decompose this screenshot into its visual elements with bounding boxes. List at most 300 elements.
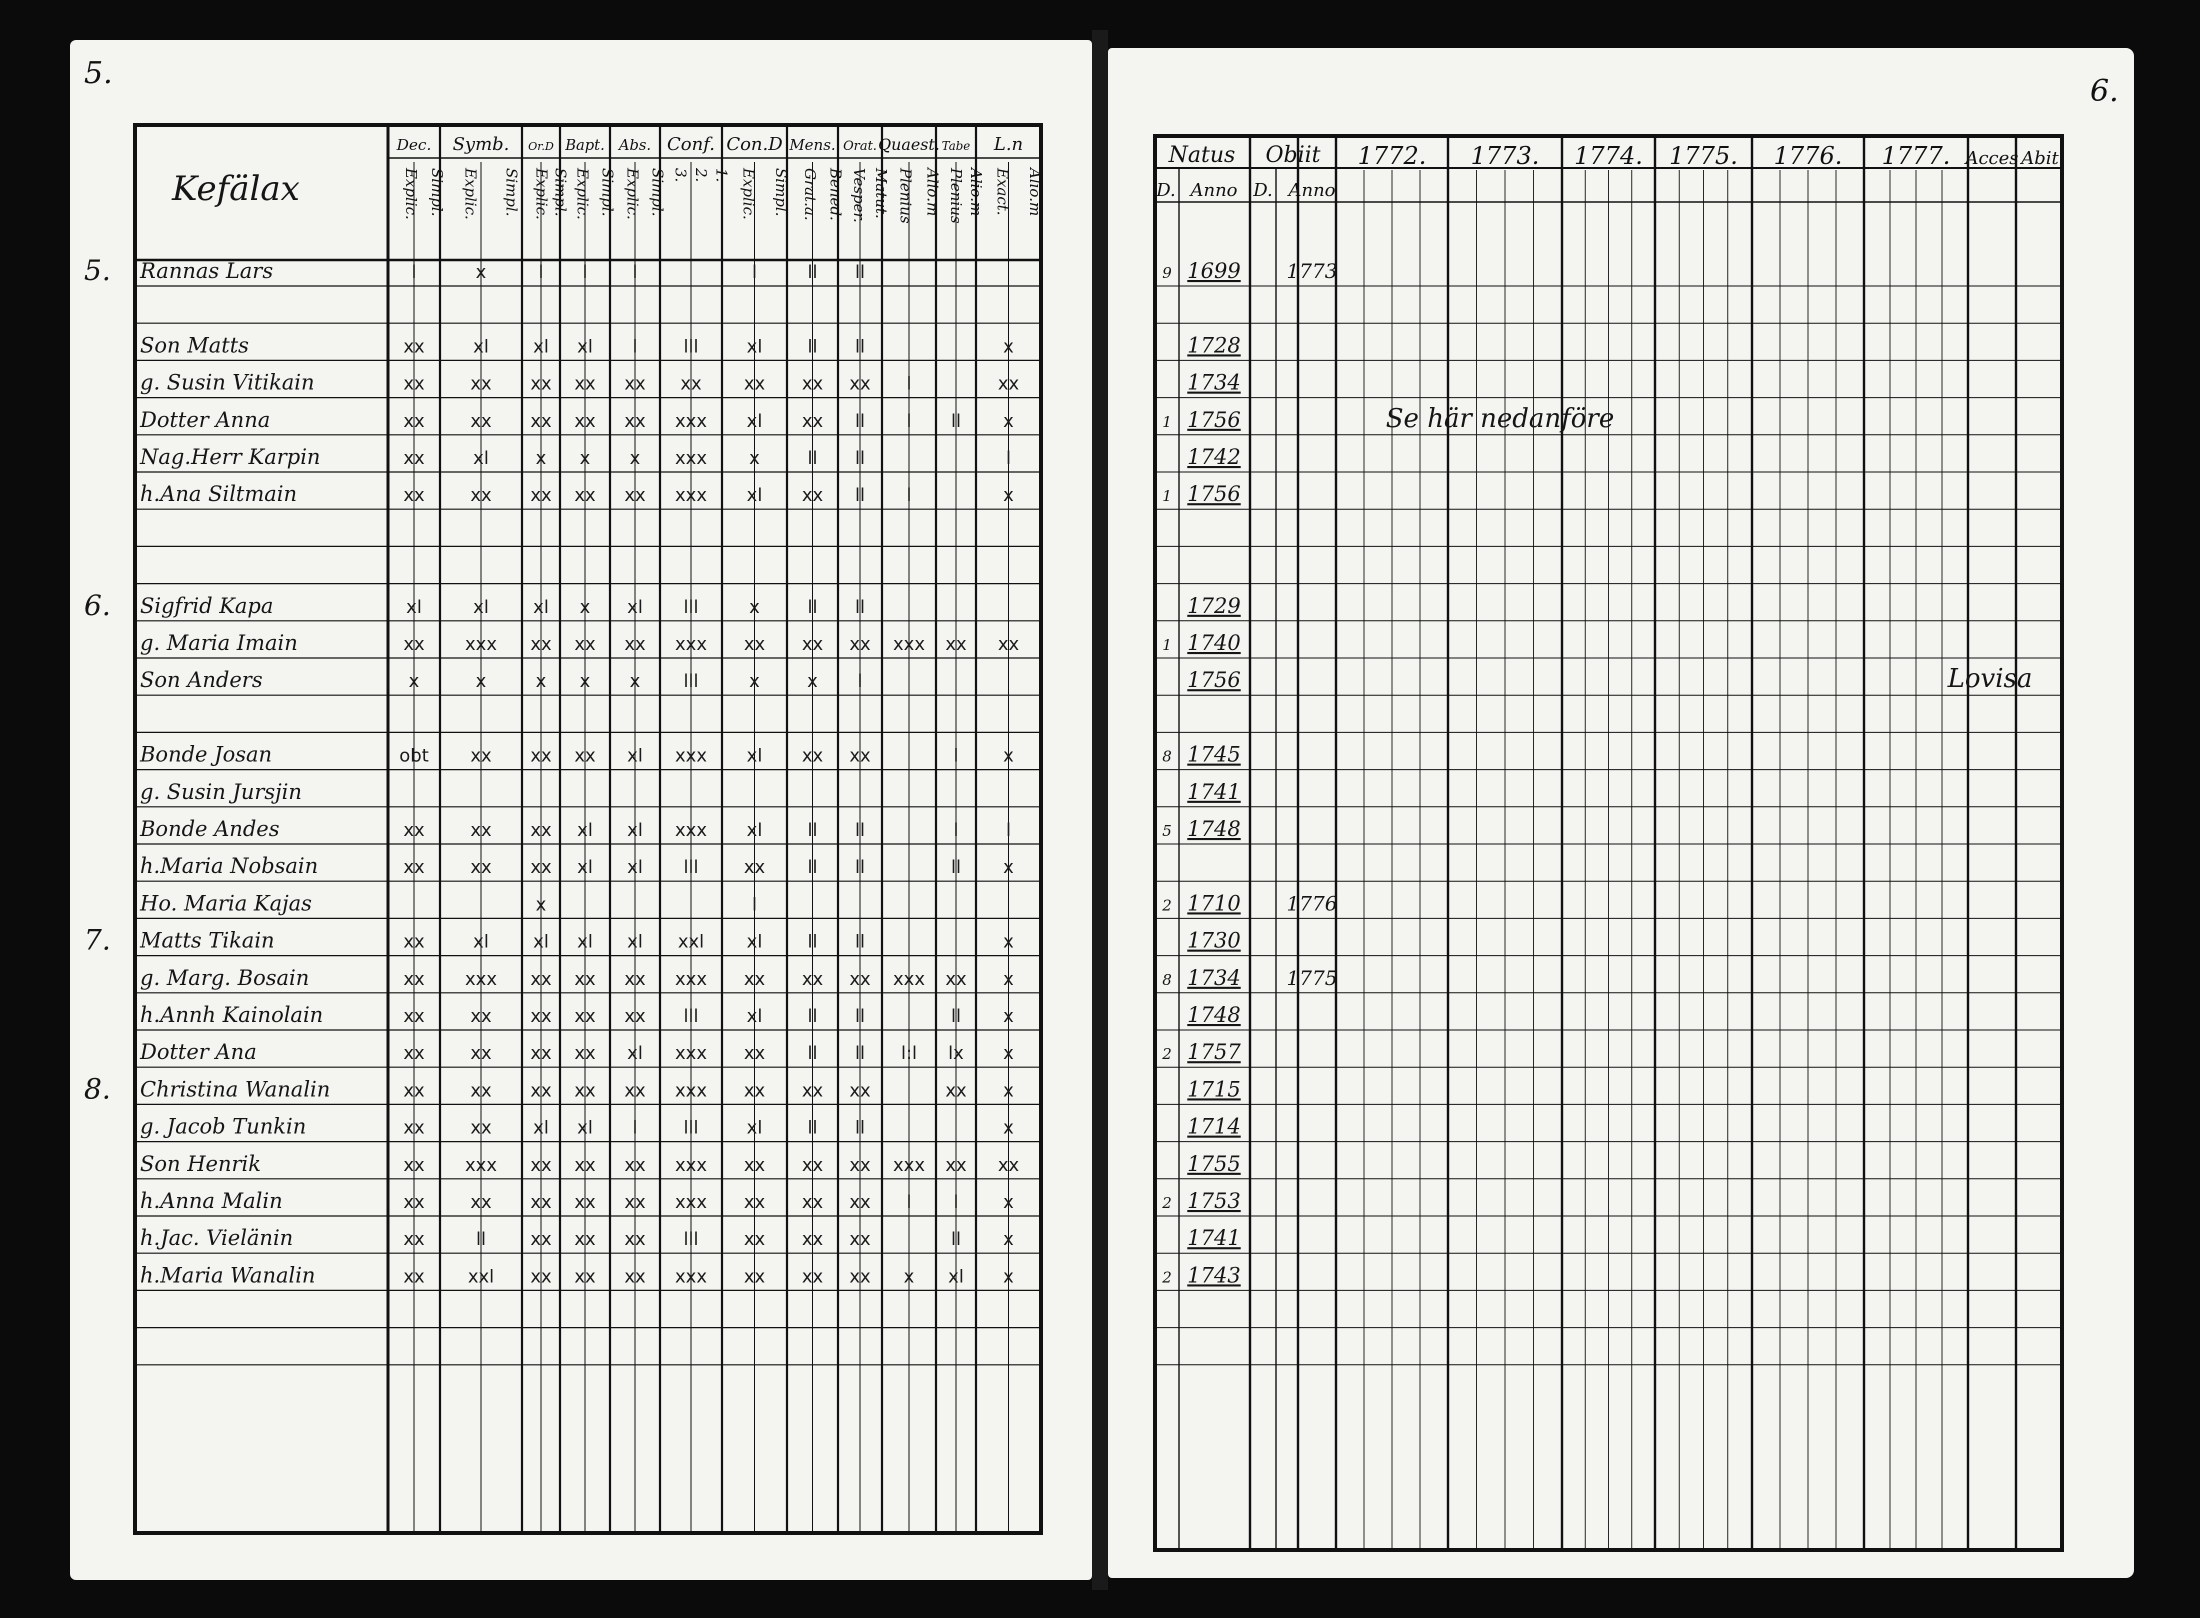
birth-year: 1728 (1187, 333, 1241, 358)
examination-mark: x (535, 671, 547, 693)
resident-name: h.Maria Wanalin (140, 1263, 316, 1288)
left-column-subheading: Explic. (402, 168, 420, 220)
birth-year: 1710 (1187, 891, 1241, 916)
examination-mark: x (579, 596, 591, 618)
examination-mark: xx (403, 1192, 425, 1213)
examination-mark: l (582, 262, 588, 283)
examination-mark: xx (470, 745, 492, 767)
birth-day: 2 (1162, 896, 1172, 915)
birth-year: 1730 (1187, 928, 1241, 953)
examination-mark: xxx (675, 1266, 707, 1288)
examination-mark: ll (854, 336, 866, 358)
examination-mark: x (408, 671, 420, 693)
birth-year: 1741 (1187, 1226, 1241, 1251)
examination-mark: x (1003, 931, 1014, 953)
resident-name: Son Anders (140, 668, 263, 693)
examination-mark: xx (849, 1080, 871, 1102)
examination-mark: xxx (675, 1154, 707, 1176)
examination-mark: xx (997, 373, 1020, 395)
examination-mark: xl (746, 745, 763, 767)
birth-day: 5 (1162, 822, 1172, 840)
resident-name: Christina Wanalin (140, 1077, 331, 1102)
examination-mark: xx (470, 1080, 492, 1102)
examination-mark: xxx (675, 1192, 707, 1213)
birth-year: 1755 (1187, 1151, 1241, 1176)
examination-mark: l (906, 485, 912, 507)
natus-heading: Natus (1168, 143, 1236, 168)
examination-mark: xl (627, 745, 643, 767)
examination-mark: xx (743, 1080, 766, 1102)
examination-mark: xx (403, 1006, 425, 1027)
left-column-heading: Bapt. (565, 137, 605, 154)
examination-mark: xx (530, 820, 552, 841)
examination-mark: xx (403, 1080, 425, 1102)
examination-mark: xl (746, 336, 763, 358)
examination-mark: xl (473, 931, 489, 953)
examination-mark: xl (577, 931, 593, 953)
left-column-subheading: Explic. (532, 168, 551, 220)
examination-mark: xx (530, 485, 552, 507)
examination-mark: xxx (893, 968, 925, 990)
birth-year: 1756 (1187, 482, 1241, 507)
examination-mark: xx (624, 1229, 646, 1251)
examination-mark: lll (683, 1229, 699, 1251)
examination-mark: xx (849, 1192, 871, 1213)
examination-mark: xl (473, 336, 489, 358)
left-column-subheading: Plenius (947, 168, 965, 224)
examination-mark: xx (470, 1117, 492, 1139)
obiit-day-heading: D. (1253, 180, 1273, 201)
resident-name: g. Susin Vitikain (140, 370, 315, 395)
examination-mark: xx (624, 1266, 646, 1288)
birth-year: 1748 (1187, 1003, 1241, 1027)
examination-mark: x (903, 1266, 915, 1288)
examination-mark: xx (801, 968, 824, 990)
examination-mark: xxx (675, 968, 707, 990)
examination-mark: x (1003, 857, 1014, 879)
examination-mark: x (749, 671, 760, 693)
examination-mark: xx (574, 485, 596, 507)
examination-mark: lll (683, 336, 699, 358)
left-column-subheading: Exact. (993, 168, 1012, 216)
examination-mark: xl (533, 336, 549, 358)
resident-name: g. Susin Jursjin (140, 779, 302, 804)
examination-mark: obt (399, 745, 429, 767)
examination-mark: l (906, 373, 912, 395)
examination-mark: xx (470, 820, 492, 841)
examination-mark: xx (574, 968, 596, 990)
examination-mark: xx (624, 1006, 646, 1027)
examination-mark: ll (854, 262, 866, 283)
examination-mark: ll (854, 1006, 866, 1027)
examination-mark: xxl (677, 931, 705, 953)
examination-mark: x (749, 596, 760, 618)
examination-mark: xx (743, 1043, 766, 1065)
examination-mark: xx (403, 336, 425, 358)
year-heading: 1773. (1470, 142, 1540, 170)
examination-mark: x (1003, 485, 1014, 507)
examination-mark: xx (743, 634, 766, 655)
examination-mark: xx (801, 1192, 824, 1213)
examination-mark: xx (624, 968, 646, 990)
examination-mark: xl (746, 410, 763, 432)
examination-mark: xxx (465, 968, 497, 990)
year-heading: 1775. (1669, 142, 1738, 170)
examination-mark: x (535, 448, 547, 469)
examination-mark: xxx (675, 485, 707, 507)
examination-mark: xl (627, 596, 643, 618)
birth-year: 1753 (1187, 1189, 1241, 1213)
examination-mark: xl (627, 820, 643, 841)
examination-mark: xxx (465, 1154, 497, 1176)
examination-mark: xl (577, 336, 593, 358)
examination-mark: ll (854, 857, 866, 879)
examination-mark: xxx (675, 448, 707, 469)
examination-mark: x (475, 671, 487, 693)
examination-mark: x (1003, 968, 1014, 990)
examination-mark: xxx (893, 634, 925, 655)
left-column-subheading: Grat.a. (800, 168, 819, 221)
resident-name: Sigfrid Kapa (140, 593, 274, 618)
birth-year: 1715 (1187, 1077, 1241, 1102)
examination-mark: xx (801, 1229, 824, 1251)
birth-year: 1742 (1187, 445, 1241, 469)
examination-mark: xx (470, 1006, 492, 1027)
examination-mark: xx (624, 634, 646, 655)
examination-mark: xx (743, 1192, 766, 1213)
examination-mark: xxx (675, 1080, 707, 1102)
left-column-heading: Quaest. (878, 135, 940, 154)
examination-mark: xx (403, 448, 425, 469)
examination-mark: l (632, 336, 638, 358)
examination-mark: xx (624, 373, 646, 395)
examination-mark: ll (807, 1117, 818, 1139)
examination-mark: xl (746, 1117, 763, 1139)
examination-mark: l (632, 262, 638, 283)
year-heading: 1777. (1881, 142, 1951, 170)
birth-year: 1734 (1187, 370, 1241, 395)
examination-mark: xx (530, 410, 552, 432)
birth-year: 1748 (1187, 817, 1241, 841)
examination-mark: x (1003, 1229, 1014, 1251)
examination-mark: xx (849, 373, 871, 395)
examination-mark: xx (530, 1229, 552, 1251)
examination-mark: xx (403, 1043, 425, 1065)
examination-mark: ll (854, 410, 866, 432)
examination-mark: l (632, 1117, 638, 1139)
examination-mark: l (751, 894, 758, 916)
examination-mark: xx (574, 1192, 596, 1213)
examination-mark: xxx (675, 745, 707, 767)
household-number: 7. (84, 923, 111, 957)
examination-mark: x (1003, 1266, 1014, 1288)
examination-mark: xl (577, 1117, 593, 1139)
year-heading: 1776. (1773, 142, 1843, 170)
page-number-right: 6. (2090, 74, 2119, 109)
examination-mark: xx (849, 968, 871, 990)
examination-mark: xx (530, 1266, 552, 1288)
examination-mark: ll (854, 596, 866, 618)
birth-year: 1756 (1187, 668, 1241, 693)
left-column-subheading: Explic. (461, 168, 480, 220)
examination-mark: xx (403, 857, 425, 879)
resident-name: g. Marg. Bosain (140, 965, 310, 990)
examination-mark: xl (627, 931, 643, 953)
left-column-heading: Mens. (789, 136, 836, 154)
examination-mark: xx (470, 1192, 492, 1213)
left-column-heading: Conf. (667, 134, 715, 155)
examination-mark: lx (948, 1043, 964, 1065)
examination-mark: lll (683, 1117, 699, 1139)
examination-mark: l (906, 1192, 912, 1213)
examination-mark: xx (801, 634, 824, 655)
birth-year: 1729 (1187, 593, 1241, 618)
examination-mark: xx (530, 634, 552, 655)
examination-mark: ll (807, 262, 818, 283)
birth-day: 8 (1162, 970, 1172, 989)
examination-mark: xxx (675, 820, 707, 841)
left-column-heading: Dec. (396, 136, 432, 154)
examination-mark: xxx (465, 634, 497, 655)
examination-mark: x (1003, 1080, 1014, 1102)
examination-mark: xx (530, 373, 552, 395)
abiit-heading: Abit (2021, 148, 2059, 169)
death-year: 1776 (1286, 891, 1338, 916)
left-column-subheading: Simpl. (598, 168, 617, 217)
examination-mark: x (1003, 1192, 1014, 1213)
left-column-subheading: Simpl. (648, 168, 667, 217)
examination-mark: xx (624, 1154, 646, 1176)
examination-mark: l (953, 1192, 959, 1213)
examination-mark: l (906, 410, 912, 432)
examination-mark: xx (574, 745, 596, 767)
resident-name: Nag.Herr Karpin (140, 445, 321, 469)
left-column-subheading: Plenius (896, 168, 915, 224)
left-column-subheading: Explic. (573, 168, 592, 220)
examination-mark: xx (743, 857, 766, 879)
examination-mark: xx (530, 1080, 552, 1102)
examination-mark: ll (807, 596, 818, 618)
examination-mark: xl (533, 1117, 549, 1139)
birth-year: 1740 (1187, 631, 1241, 655)
household-number: 8. (84, 1072, 111, 1106)
resident-name: Matts Tikain (140, 928, 275, 953)
examination-mark: lll (683, 1006, 699, 1027)
examination-mark: xx (574, 1080, 596, 1102)
examination-mark: ll (854, 1117, 866, 1139)
examination-mark: x (1003, 336, 1014, 358)
left-column-subheading: Matut. (872, 168, 890, 219)
left-column-subheading: Explic. (623, 168, 642, 220)
resident-name: h.Maria Nobsain (140, 854, 319, 879)
examination-mark: xx (743, 968, 766, 990)
examination-mark: xx (624, 1080, 646, 1102)
birth-day: 2 (1162, 1268, 1172, 1287)
examination-mark: xx (624, 485, 646, 507)
examination-mark: x (807, 671, 818, 693)
birth-day: 9 (1162, 264, 1172, 282)
left-header-title: Kefälax (172, 169, 300, 209)
examination-mark: xx (530, 968, 552, 990)
examination-mark: xxx (675, 634, 707, 655)
examination-mark: xx (574, 1006, 596, 1027)
examination-mark: xl (406, 596, 422, 618)
examination-mark: xx (403, 1154, 425, 1176)
examination-mark: xxl (467, 1266, 495, 1288)
examination-mark: ll (807, 931, 818, 953)
resident-name: Son Matts (140, 333, 249, 358)
examination-mark: xxx (675, 410, 707, 432)
year-heading: 1772. (1357, 142, 1427, 170)
examination-mark: xx (403, 634, 425, 655)
examination-mark: xx (945, 634, 967, 655)
resident-name: h.Jac. Vielänin (140, 1226, 294, 1251)
left-column-heading: Abs. (618, 137, 652, 154)
examination-mark: xx (403, 1266, 425, 1288)
examination-mark: ll (854, 1043, 866, 1065)
examination-mark: ll (807, 1006, 818, 1027)
examination-mark: xl (746, 485, 763, 507)
examination-mark: xl (746, 820, 763, 841)
examination-mark: x (629, 671, 641, 693)
examination-mark: ll (950, 1006, 962, 1027)
examination-mark: xx (470, 373, 492, 395)
left-column-subheading: Vesper. (850, 168, 868, 223)
examination-mark: ll (807, 857, 818, 879)
examination-mark: l (953, 745, 959, 767)
resident-name: Bonde Andes (140, 817, 280, 841)
examination-mark: xx (801, 485, 824, 507)
natus-day-heading: D. (1156, 180, 1176, 201)
examination-mark: ll (950, 857, 962, 879)
birth-day: 1 (1162, 412, 1172, 431)
examination-mark: xx (403, 373, 425, 395)
examination-mark: ll (807, 1043, 818, 1065)
examination-mark: xx (945, 1154, 967, 1176)
examination-mark: x (579, 448, 591, 469)
left-column-subheading: Explic. (739, 168, 758, 220)
examination-mark: l:l (900, 1043, 918, 1065)
birth-year: 1699 (1187, 259, 1241, 283)
examination-mark: xl (577, 820, 593, 841)
examination-mark: xxx (675, 1043, 707, 1065)
examination-mark: xl (627, 1043, 643, 1065)
examination-mark: x (749, 448, 760, 469)
examination-mark: xx (574, 1266, 596, 1288)
left-column-subheading: Alio.m (923, 168, 942, 217)
birth-year: 1734 (1187, 965, 1241, 990)
examination-mark: xl (533, 596, 549, 618)
birth-day: 2 (1162, 1194, 1172, 1212)
death-year: 1773 (1286, 259, 1338, 283)
examination-mark: ll (950, 1229, 962, 1251)
left-column-heading: Con.D (726, 134, 783, 155)
examination-mark: l (538, 262, 544, 283)
examination-mark: l (411, 262, 417, 283)
examination-mark: l (1005, 820, 1012, 841)
examination-mark: xl (948, 1266, 964, 1288)
examination-mark: xx (530, 1043, 552, 1065)
obiit-year-heading: Anno (1288, 180, 1336, 201)
examination-mark: xx (743, 1266, 766, 1288)
birth-day: 2 (1162, 1045, 1172, 1064)
obiit-heading: Obiit (1265, 143, 1321, 168)
examination-mark: x (629, 448, 641, 469)
left-column-subheading: Alio.m (1025, 168, 1044, 217)
examination-mark: xx (470, 410, 492, 432)
examination-mark: xl (533, 931, 549, 953)
examination-mark: xxx (893, 1154, 925, 1176)
examination-mark: ll (807, 820, 818, 841)
examination-mark: xx (624, 1192, 646, 1213)
left-column-subheading: Alio.m (967, 168, 985, 217)
examination-mark: xx (530, 745, 552, 767)
household-number: 5. (84, 254, 111, 287)
left-column-subheading: 2. (692, 168, 710, 183)
birth-day: 8 (1162, 747, 1172, 766)
resident-name: h.Ana Siltmain (140, 482, 298, 507)
resident-name: Son Henrik (140, 1151, 261, 1176)
examination-mark: xx (574, 1043, 596, 1065)
examination-mark: xx (403, 968, 425, 990)
left-column-heading: Orat. (843, 139, 877, 154)
examination-mark: xx (680, 373, 702, 395)
examination-mark: xx (801, 410, 824, 432)
examination-mark: xx (530, 1192, 552, 1213)
examination-mark: xx (403, 931, 425, 953)
examination-mark: xx (849, 1154, 871, 1176)
examination-mark: xx (849, 634, 871, 655)
examination-mark: xx (849, 745, 871, 767)
examination-mark: l (953, 820, 959, 841)
left-column-subheading: Bened. (826, 168, 845, 221)
examination-mark: xx (945, 968, 967, 990)
examination-mark: xx (849, 1229, 871, 1251)
left-column-heading: Or.D (528, 140, 554, 153)
examination-mark: ll (854, 820, 866, 841)
examination-mark: xx (743, 1229, 766, 1251)
birth-year: 1745 (1187, 742, 1241, 767)
examination-mark: l (1005, 448, 1012, 469)
examination-mark: l (751, 262, 758, 283)
examination-mark: xx (530, 1154, 552, 1176)
examination-mark: xx (743, 373, 766, 395)
examination-mark: ll (854, 485, 866, 507)
examination-mark: x (1003, 1006, 1014, 1027)
examination-mark: lll (683, 857, 699, 879)
examination-mark: x (579, 671, 591, 693)
examination-mark: xx (801, 1266, 824, 1288)
page-number-left: 5. (84, 56, 113, 91)
examination-mark: xl (473, 596, 489, 618)
left-column-heading: Tabe (941, 139, 971, 153)
examination-mark: xx (801, 1080, 824, 1102)
left-column-subheading: Simpl. (551, 168, 570, 217)
examination-mark: xx (801, 1154, 824, 1176)
resident-name: Dotter Ana (140, 1040, 257, 1065)
accessit-heading: Acces (1965, 148, 2019, 169)
left-column-heading: Symb. (452, 134, 510, 155)
examination-mark: xx (945, 1080, 967, 1102)
year-heading: 1774. (1574, 142, 1643, 170)
examination-mark: xx (403, 410, 425, 432)
natus-year-heading: Anno (1190, 180, 1238, 201)
left-column-subheading: 3. (671, 168, 690, 183)
examination-mark: xx (574, 410, 596, 432)
examination-mark: xx (403, 485, 425, 507)
examination-mark: x (475, 262, 487, 283)
examination-mark: xx (743, 1154, 766, 1176)
